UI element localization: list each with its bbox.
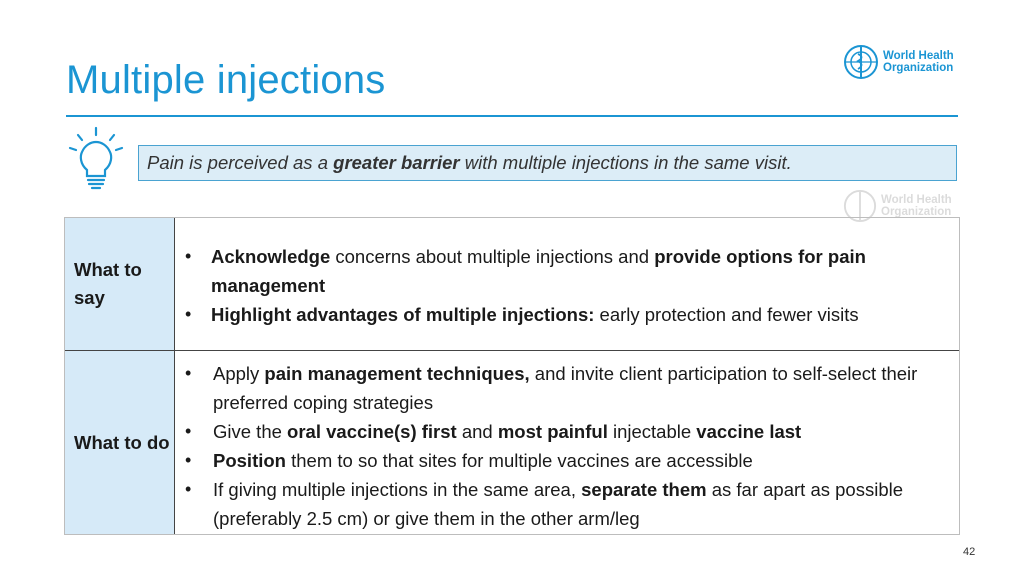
list-item: • If giving multiple injections in the same area, separate them as far apart as possible (preferably 2.5 cm) or give them in the other arm/leg xyxy=(185,475,949,533)
logo-line-2: Organization xyxy=(883,62,954,74)
table-row-what-to-do xyxy=(65,351,959,534)
list-item: • Acknowledge concerns about multiple injections and provide options for pain management xyxy=(185,242,949,300)
key-message-callout xyxy=(138,145,957,181)
title-divider xyxy=(66,115,958,117)
list-item: • Highlight advantages of multiple injections: early protection and fewer visits xyxy=(185,300,949,329)
callout-text-post: with multiple injections in the same visit. xyxy=(459,152,792,173)
row-header-what-to-do: What to do xyxy=(65,351,175,534)
logo-line-1: World Health xyxy=(883,50,954,62)
page-title: Multiple injections xyxy=(66,58,386,102)
row-content-what-to-do xyxy=(175,351,959,534)
row-content-what-to-say xyxy=(175,218,959,350)
table-row-what-to-say xyxy=(65,218,959,351)
row-header-what-to-say: What to say xyxy=(65,218,175,350)
who-logo xyxy=(843,42,963,82)
ghost-logo-line-1: World Health xyxy=(881,194,952,206)
guidance-table xyxy=(64,217,960,535)
list-item: • Apply pain management techniques, and invite client participation to self-select their preferred coping strategies xyxy=(185,359,949,417)
who-emblem-icon xyxy=(843,44,879,80)
lightbulb-icon xyxy=(68,126,124,192)
callout-text-bold: greater barrier xyxy=(333,152,460,173)
ghost-logo-line-2: Organization xyxy=(881,206,952,218)
list-item: • Position them to so that sites for multiple vaccines are accessible xyxy=(185,446,949,475)
callout-text-pre: Pain is perceived as a xyxy=(147,152,334,173)
list-item: • Give the oral vaccine(s) first and most painful injectable vaccine last xyxy=(185,417,949,446)
page-number: 42 xyxy=(963,546,976,558)
